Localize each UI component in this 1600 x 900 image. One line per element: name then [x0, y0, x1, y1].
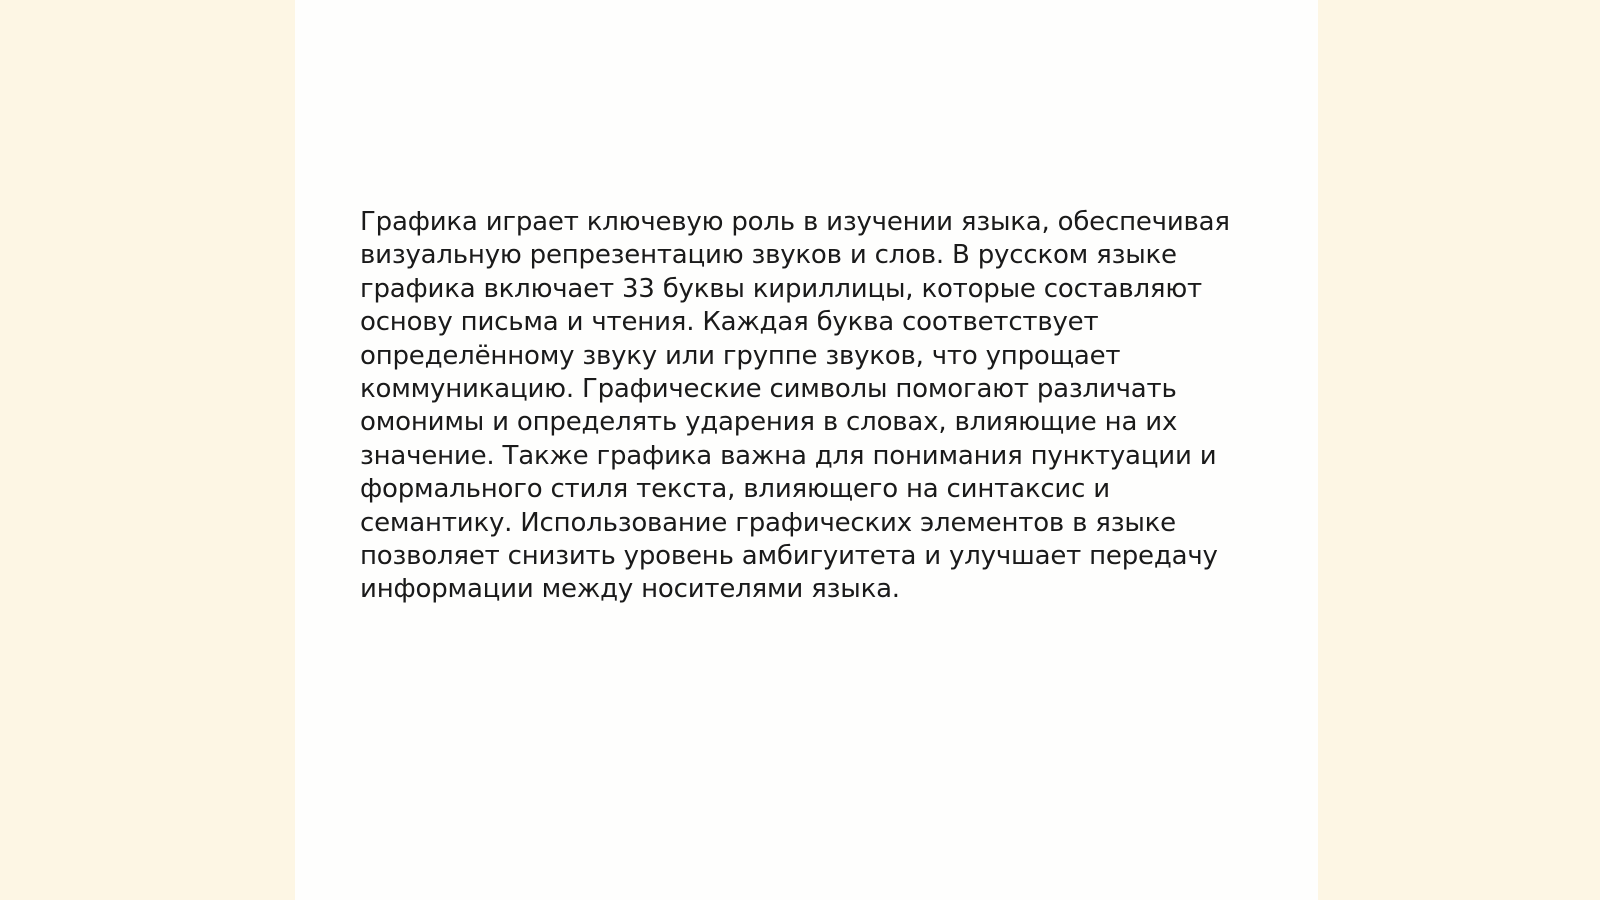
slide-body-paragraph: Графика играет ключевую роль в изучении языка, обеспечивая визуальную репрезентацию звуков и слов. В русском языке графика включает 33 буквы кириллицы, которые составляют основу письма и чтения. Каждая буква соответствует определённому звуку или группе звуков, что упрощает коммуникацию. Графические символы помогают различать омонимы и определять ударения в словах, влияющие на их значение. Также графика важна для понимания пунктуации и формального стиля текста, влияющего на синтаксис и семантику. Использование графических элементов в языке позволяет снизить уровень амбигуитета и улучшает передачу информации между носителями языка. [360, 207, 1230, 605]
